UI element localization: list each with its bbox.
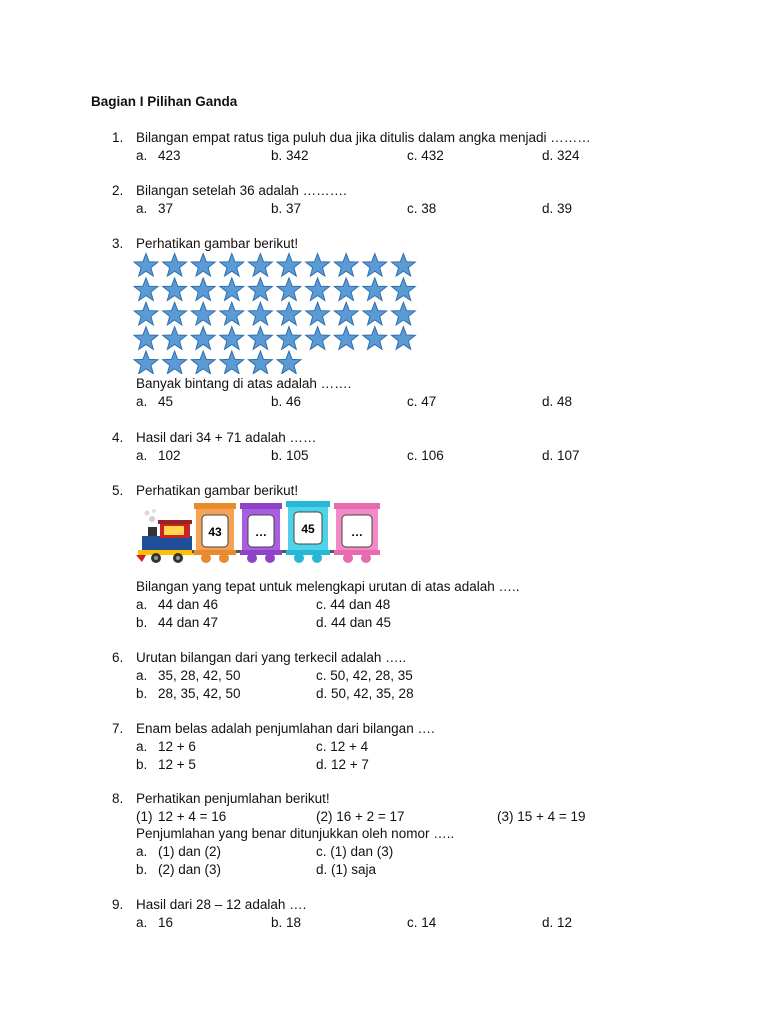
question-followup: Bilangan yang tepat untuk melengkapi urutan di atas adalah ….. bbox=[136, 579, 520, 594]
question-text: Perhatikan gambar berikut! bbox=[136, 483, 299, 498]
option-a-value: 45 bbox=[158, 394, 174, 409]
option-b-value: 44 dan 47 bbox=[158, 615, 219, 630]
star bbox=[163, 327, 187, 350]
star bbox=[249, 327, 273, 350]
stars-image bbox=[131, 252, 421, 374]
option-a-label: a. bbox=[136, 844, 148, 859]
option-a-value: 35, 28, 42, 50 bbox=[158, 668, 241, 683]
option-d: d. 324 bbox=[542, 148, 580, 163]
star bbox=[163, 254, 187, 277]
star bbox=[277, 302, 301, 325]
option-a-label: a. bbox=[136, 394, 148, 409]
option-b: b. 342 bbox=[271, 148, 309, 163]
option-a-value: 44 dan 46 bbox=[158, 597, 219, 612]
star bbox=[334, 302, 358, 325]
question-followup: Banyak bintang di atas adalah ……. bbox=[136, 376, 352, 391]
option-d: d. 12 bbox=[542, 915, 573, 930]
option-c: c. (1) dan (3) bbox=[316, 844, 394, 859]
question-text: Bilangan setelah 36 adalah ………. bbox=[136, 183, 347, 198]
star bbox=[392, 278, 416, 301]
option-b: b. 105 bbox=[271, 448, 309, 463]
option-a-label: a. bbox=[136, 739, 148, 754]
locomotive bbox=[136, 509, 196, 563]
star bbox=[306, 254, 330, 277]
option-a-value: 12 + 6 bbox=[158, 739, 196, 754]
train-car-2 bbox=[240, 503, 286, 563]
option-b: b. 37 bbox=[271, 201, 302, 216]
star bbox=[220, 278, 244, 301]
option-c: c. 47 bbox=[407, 394, 437, 409]
star bbox=[363, 254, 387, 277]
option-c: c. 432 bbox=[407, 148, 444, 163]
question-text: Bilangan empat ratus tiga puluh dua jika ditulis dalam angka menjadi ……… bbox=[136, 130, 591, 145]
question-text: Hasil dari 34 + 71 adalah …… bbox=[136, 430, 317, 445]
star bbox=[392, 254, 416, 277]
option-a-label: a. bbox=[136, 668, 148, 683]
star bbox=[220, 302, 244, 325]
option-b: b. 18 bbox=[271, 915, 302, 930]
option-a-value: 423 bbox=[158, 148, 181, 163]
train-car-number: … bbox=[351, 525, 363, 539]
star bbox=[249, 302, 273, 325]
star bbox=[277, 327, 301, 350]
question-number: 4. bbox=[112, 430, 124, 445]
star bbox=[363, 302, 387, 325]
option-c: c. 14 bbox=[407, 915, 437, 930]
star bbox=[220, 351, 244, 374]
option-a-label: a. bbox=[136, 597, 148, 612]
star bbox=[134, 302, 158, 325]
option-d: d. 39 bbox=[542, 201, 573, 216]
train-image bbox=[136, 500, 386, 570]
star bbox=[334, 327, 358, 350]
train-car-number: … bbox=[255, 525, 267, 539]
star bbox=[191, 302, 215, 325]
train-car-4 bbox=[334, 503, 380, 563]
option-a-label: a. bbox=[136, 148, 148, 163]
option-a-value: 102 bbox=[158, 448, 181, 463]
option-c: c. 12 + 4 bbox=[316, 739, 369, 754]
star bbox=[363, 278, 387, 301]
star bbox=[306, 302, 330, 325]
question-number: 8. bbox=[112, 791, 124, 806]
option-c: c. 44 dan 48 bbox=[316, 597, 391, 612]
statement-3: (3) 15 + 4 = 19 bbox=[497, 809, 586, 824]
question-number: 7. bbox=[112, 721, 124, 736]
section-title: Bagian I Pilihan Ganda bbox=[91, 94, 238, 109]
star bbox=[306, 278, 330, 301]
question-text: Perhatikan gambar berikut! bbox=[136, 236, 299, 251]
option-d: d. 12 + 7 bbox=[316, 757, 369, 772]
star bbox=[334, 254, 358, 277]
train-car-3 bbox=[286, 501, 334, 563]
star bbox=[277, 278, 301, 301]
star bbox=[163, 302, 187, 325]
train-car-number: 43 bbox=[208, 525, 222, 539]
question-number: 1. bbox=[112, 130, 124, 145]
star bbox=[134, 278, 158, 301]
train-car-number: 45 bbox=[301, 522, 315, 536]
option-a-value: 37 bbox=[158, 201, 174, 216]
option-c: c. 50, 42, 28, 35 bbox=[316, 668, 413, 683]
star bbox=[220, 254, 244, 277]
star bbox=[134, 327, 158, 350]
option-a-label: a. bbox=[136, 915, 148, 930]
question-number: 2. bbox=[112, 183, 124, 198]
star bbox=[249, 278, 273, 301]
star bbox=[277, 351, 301, 374]
option-b-label: b. bbox=[136, 686, 148, 701]
star bbox=[191, 351, 215, 374]
option-b-value: 28, 35, 42, 50 bbox=[158, 686, 241, 701]
star bbox=[163, 278, 187, 301]
option-d: d. 48 bbox=[542, 394, 573, 409]
star bbox=[134, 351, 158, 374]
star bbox=[134, 254, 158, 277]
option-c: c. 38 bbox=[407, 201, 437, 216]
option-d: d. 50, 42, 35, 28 bbox=[316, 686, 414, 701]
option-a-label: a. bbox=[136, 448, 148, 463]
option-d: d. (1) saja bbox=[316, 862, 377, 877]
star bbox=[306, 327, 330, 350]
question-number: 3. bbox=[112, 236, 124, 251]
star bbox=[191, 327, 215, 350]
question-text: Perhatikan penjumlahan berikut! bbox=[136, 791, 330, 806]
option-c: c. 106 bbox=[407, 448, 444, 463]
option-b-label: b. bbox=[136, 862, 148, 877]
star bbox=[191, 254, 215, 277]
star bbox=[220, 327, 244, 350]
option-b-value: 12 + 5 bbox=[158, 757, 196, 772]
star bbox=[249, 351, 273, 374]
star bbox=[277, 254, 301, 277]
train-car-1 bbox=[194, 503, 240, 563]
option-b-label: b. bbox=[136, 615, 148, 630]
statement-1-label: (1) bbox=[136, 809, 153, 824]
question-number: 9. bbox=[112, 897, 124, 912]
question-text: Hasil dari 28 – 12 adalah …. bbox=[136, 897, 307, 912]
statement-2: (2) 16 + 2 = 17 bbox=[316, 809, 405, 824]
star bbox=[191, 278, 215, 301]
statement-1-value: 12 + 4 = 16 bbox=[158, 809, 227, 824]
star bbox=[363, 327, 387, 350]
question-text: Enam belas adalah penjumlahan dari bilangan …. bbox=[136, 721, 435, 736]
option-a-label: a. bbox=[136, 201, 148, 216]
option-a-value: 16 bbox=[158, 915, 174, 930]
star bbox=[392, 302, 416, 325]
option-b-label: b. bbox=[136, 757, 148, 772]
star bbox=[392, 327, 416, 350]
option-b-value: (2) dan (3) bbox=[158, 862, 222, 877]
question-followup: Penjumlahan yang benar ditunjukkan oleh nomor ….. bbox=[136, 826, 455, 841]
star bbox=[334, 278, 358, 301]
star bbox=[163, 351, 187, 374]
option-d: d. 107 bbox=[542, 448, 580, 463]
question-number: 5. bbox=[112, 483, 124, 498]
star bbox=[249, 254, 273, 277]
question-number: 6. bbox=[112, 650, 124, 665]
option-b: b. 46 bbox=[271, 394, 302, 409]
option-d: d. 44 dan 45 bbox=[316, 615, 392, 630]
option-a-value: (1) dan (2) bbox=[158, 844, 222, 859]
question-text: Urutan bilangan dari yang terkecil adalah ….. bbox=[136, 650, 407, 665]
